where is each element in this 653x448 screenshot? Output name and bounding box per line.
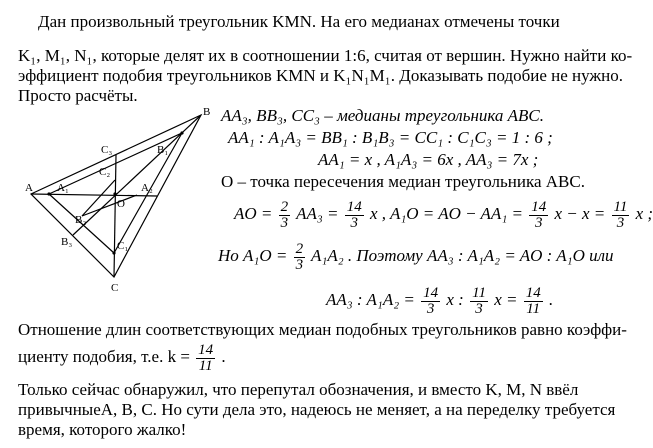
s7-frac-3 xyxy=(524,286,543,317)
s5-f4-den: 3 xyxy=(616,214,625,231)
c2-a: циенту подобия, т.е. k = xyxy=(18,347,190,366)
s7-c: x = xyxy=(494,290,518,309)
label-C2: C₂ xyxy=(99,166,111,178)
s7-b: x : xyxy=(446,290,464,309)
s7-f2-den: 3 xyxy=(475,300,483,317)
solution-line-3: AA₁ = x , A₁A₃ = 6x , AA₃ = 7x ; xyxy=(318,150,539,169)
s5-f3-num: 14 xyxy=(531,198,547,215)
s5-a: AO = xyxy=(234,204,273,223)
conclusion-line-2 xyxy=(18,340,226,374)
label-C: C xyxy=(111,282,119,294)
s7-f3-num: 14 xyxy=(525,284,541,301)
s7-frac-2 xyxy=(470,286,488,317)
label-C1: C₁ xyxy=(117,240,129,252)
median-cc3 xyxy=(114,155,116,277)
s5-frac-2 xyxy=(345,200,364,231)
intro-line-4: Просто расчёты. xyxy=(18,86,138,105)
intro-line-1: Дан произвольный треугольник KMN. На его медианах отмечены точки xyxy=(38,12,560,31)
s5-f1-num: 2 xyxy=(280,198,289,215)
s6-frac xyxy=(294,242,306,273)
conclusion-line-1: Отношение длин соответствующих медиан подобных треугольников равно коэффи- xyxy=(18,320,627,339)
segment-b2-a2 xyxy=(82,195,137,216)
s5-f3-den: 3 xyxy=(534,214,543,231)
s7-d: . xyxy=(548,290,554,309)
s7-f1-den: 3 xyxy=(426,300,435,317)
label-A: A xyxy=(25,182,33,194)
s7-f2-num: 11 xyxy=(472,284,486,301)
s5-f4-num: 11 xyxy=(613,198,628,215)
label-A1: A₁ xyxy=(57,182,69,194)
c2-den: 11 xyxy=(198,357,213,374)
s5-frac-1 xyxy=(279,200,291,231)
solution-line-4: O – точка пересечения медиан треугольника ABC. xyxy=(221,172,585,191)
s5-e: x ; xyxy=(635,204,653,223)
s5-c: x , A₁O = AO − AA₁ = xyxy=(370,204,523,223)
label-B: B xyxy=(203,106,211,118)
s6-a: Но A₁O = xyxy=(218,246,288,265)
solution-line-7 xyxy=(326,282,553,318)
s5-d: x − x = xyxy=(554,204,606,223)
label-B2: B₂ xyxy=(75,214,87,226)
label-B1: B₁ xyxy=(157,144,169,156)
c2-b: . xyxy=(221,347,226,366)
solution-line-5 xyxy=(234,196,653,232)
s5-frac-3 xyxy=(529,200,548,231)
label-C3: C₃ xyxy=(101,144,113,156)
s6-f-num: 2 xyxy=(295,240,304,257)
s7-a: AA₃ : A₁A₂ = xyxy=(326,290,415,309)
solution-line-6 xyxy=(218,238,614,274)
intro-line-3: эффициент подобия треугольников KMN и K₁N₁M₁. Доказывать подобие не нужно. xyxy=(18,66,624,85)
triangle-figure xyxy=(25,103,240,303)
conclusion-line-3: Только сейчас обнаружил, что перепутал обозначения, и вместо K, M, N ввёл xyxy=(18,380,579,399)
s5-b: AA₃ = xyxy=(296,204,339,223)
c2-frac xyxy=(196,343,215,374)
s5-f1-den: 3 xyxy=(280,214,289,231)
conclusion-line-4: привычныеA, B, C. Но сути дела это, надеюсь не меняет, а на переделку требуется xyxy=(18,400,616,419)
label-A2: A₂ xyxy=(141,182,153,194)
c2-num: 14 xyxy=(198,341,214,358)
solution-line-1: AA₃, BB₃, CC₃ – медианы треугольника ABC. xyxy=(221,106,545,125)
s5-f2-den: 3 xyxy=(350,214,358,231)
label-O: O xyxy=(117,198,125,210)
s7-f3-den: 11 xyxy=(526,300,541,317)
solution-line-2: AA₁ : A₁A₃ = BB₁ : B₁B₃ = CC₁ : C₁C₃ = 1 : 6 ; xyxy=(228,128,553,147)
s6-f-den: 3 xyxy=(295,256,304,273)
intro-line-2: K₁, M₁, N₁, которые делят их в соотношении 1:6, считая от вершин. Нужно найти ко- xyxy=(18,46,633,65)
s7-frac-1 xyxy=(421,286,440,317)
s7-f1-num: 14 xyxy=(423,284,439,301)
label-B3: B₃ xyxy=(61,236,73,248)
conclusion-line-5: время, которого жалко! xyxy=(18,420,187,439)
s5-frac-4 xyxy=(612,200,630,231)
s5-f2-num: 14 xyxy=(346,198,362,215)
s6-b: A₁A₂ . Поэтому AA₃ : A₁A₂ = AO : A₁O или xyxy=(311,246,614,265)
